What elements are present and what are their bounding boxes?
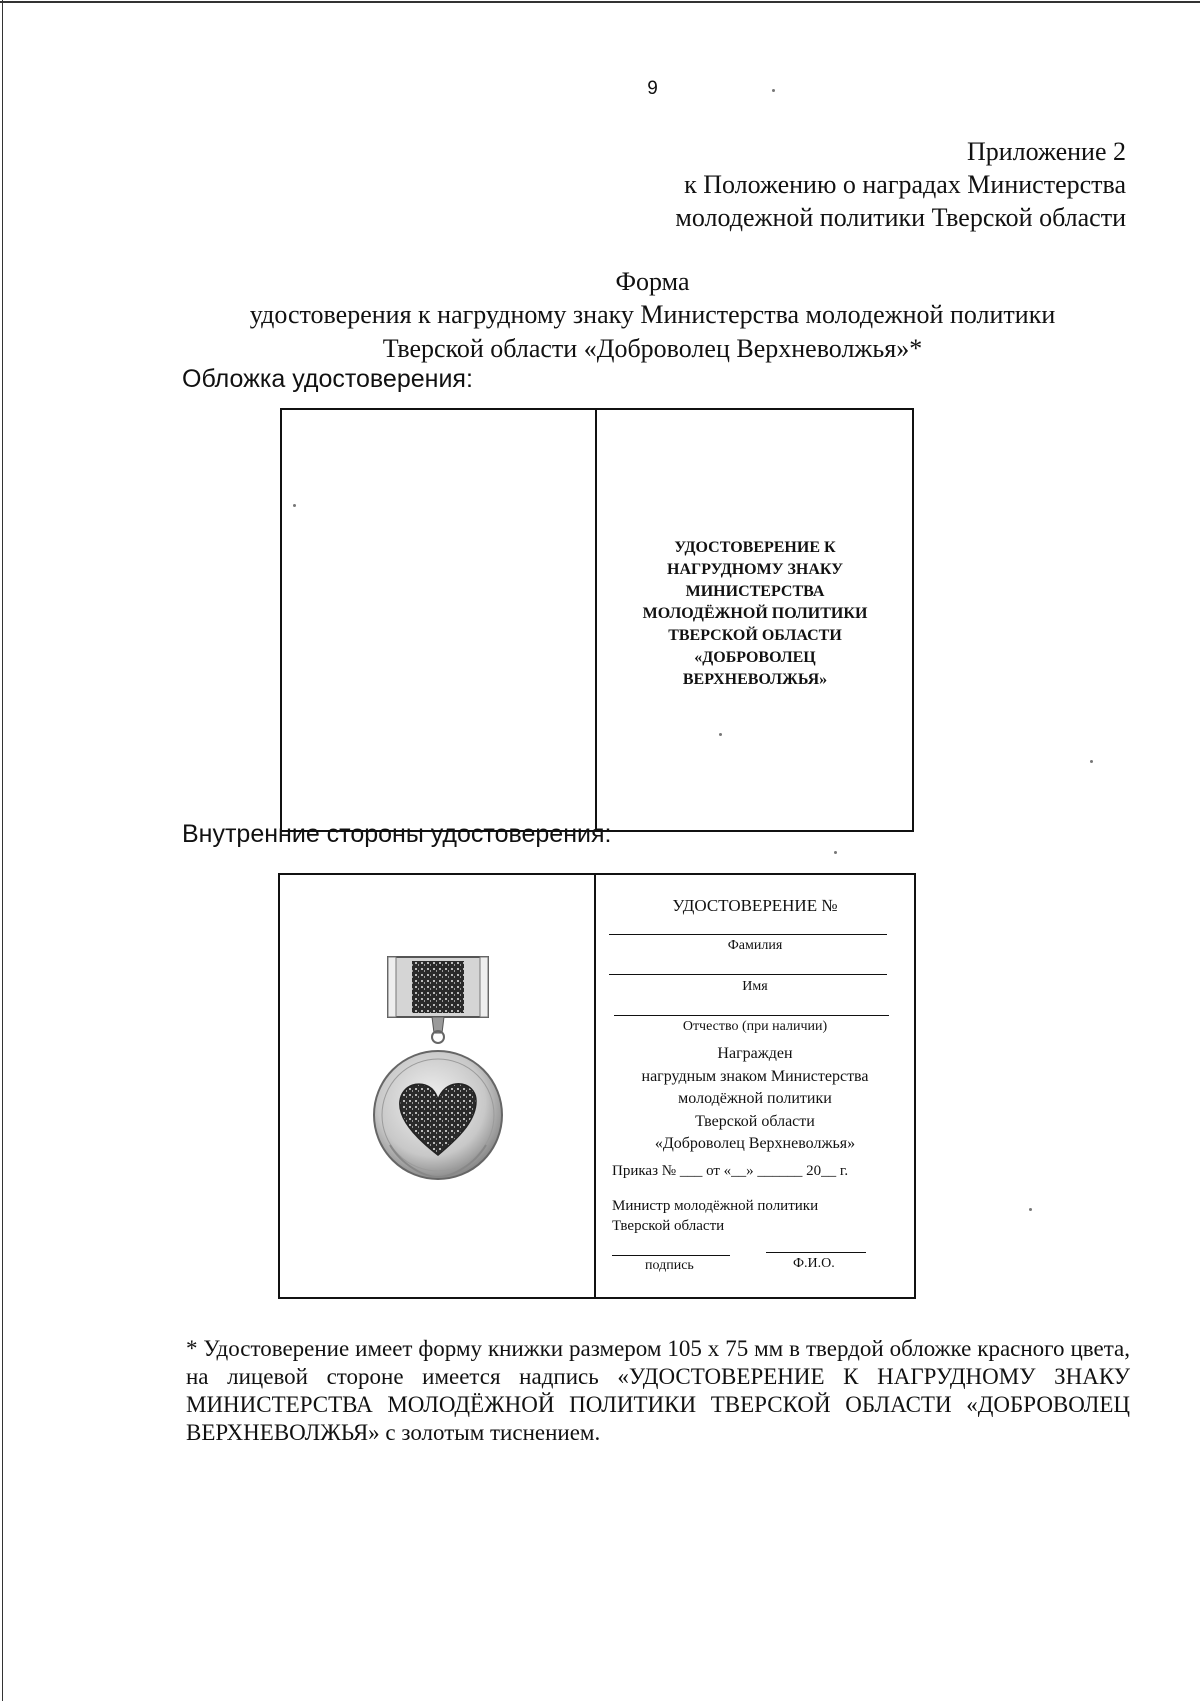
inner-section-label: Внутренние стороны удостоверения: [182, 820, 612, 848]
award-line: «Доброволец Верхневолжья» [654, 1135, 856, 1152]
surname-underline [609, 934, 887, 935]
cover-inscription-line: ВЕРХНЕВОЛЖЬЯ» [682, 671, 828, 688]
appendix-reference-line-2: молодежной политики Тверской области [675, 203, 1126, 232]
name-underline [609, 974, 887, 975]
scan-speck [834, 851, 837, 854]
cover-inscription-line: ТВЕРСКОЙ ОБЛАСТИ [668, 627, 842, 644]
appendix-title: Приложение 2 [966, 137, 1126, 166]
cover-inscription-line: УДОСТОВЕРЕНИЕ К [674, 539, 836, 556]
scan-speck [1090, 760, 1093, 763]
certificate-number-heading: УДОСТОВЕРЕНИЕ № [672, 896, 838, 915]
patronymic-underline [614, 1015, 889, 1016]
fio-label: Ф.И.О. [793, 1256, 835, 1271]
award-line: молодёжной политики [678, 1090, 832, 1107]
award-line: нагрудным знаком Министерства [641, 1067, 869, 1085]
award-line: Тверской области [695, 1112, 815, 1130]
footnote: * Удостоверение имеет форму книжки размером 105 х 75 мм в твердой обложке красного цвета, на лицевой стороне имеется надпись «УДОСТОВЕРЕНИЕ К НАГРУДНОМУ ЗНАКУ МИНИСТЕРСТВА МОЛОДЁЖНОЙ ПОЛИТИКИ ТВЕРСКОЙ ОБЛАСТИ «ДОБРОВОЛЕЦ ВЕРХНЕВОЛЖЬЯ» с золотым тиснением. [186, 1336, 1130, 1445]
patronymic-label: Отчество (при наличии) [682, 1019, 828, 1034]
surname-label: Фамилия [727, 938, 783, 953]
signature-label: подпись [645, 1258, 694, 1273]
form-title: Форма [615, 267, 690, 296]
medal-image [372, 955, 504, 1195]
scan-speck [719, 733, 722, 736]
scan-speck [1029, 1208, 1032, 1211]
scan-speck [772, 89, 775, 92]
minister-line: Министр молодёжной политики [612, 1198, 819, 1214]
award-statement [596, 1043, 914, 1156]
cover-inscription-line: МОЛОДЁЖНОЙ ПОЛИТИКИ [642, 605, 868, 622]
cover-section-label: Обложка удостоверения: [182, 365, 473, 393]
order-line: Приказ № ___ от «__» ______ 20__ г. [612, 1163, 849, 1179]
award-line: Награжден [717, 1045, 793, 1062]
scan-top-edge [0, 1, 1200, 3]
appendix-reference-line-1: к Положению о наградах Министерства [684, 170, 1126, 199]
name-label: Имя [742, 979, 768, 994]
form-subtitle-line-1: удостоверения к нагрудному знаку Министерства молодежной политики [249, 300, 1056, 329]
cover-inscription-line: МИНИСТЕРСТВА [685, 583, 825, 600]
cover-inscription [610, 537, 900, 691]
scan-left-edge [2, 0, 3, 1701]
minister-line: Тверской области [612, 1218, 725, 1234]
cover-inscription-line: «ДОБРОВОЛЕЦ [694, 649, 816, 666]
cover-spine-divider [595, 408, 597, 832]
medal-ribbon-pattern [412, 961, 464, 1013]
form-subtitle-line-2: Тверской области «Доброволец Верхневолжья»* [382, 334, 923, 363]
cover-inscription-line: НАГРУДНОМУ ЗНАКУ [667, 561, 843, 578]
signature-underline [612, 1255, 730, 1256]
fio-underline [766, 1252, 866, 1253]
page-number: 9 [647, 78, 658, 99]
scan-speck [293, 504, 296, 507]
minister-signatory [612, 1196, 818, 1236]
